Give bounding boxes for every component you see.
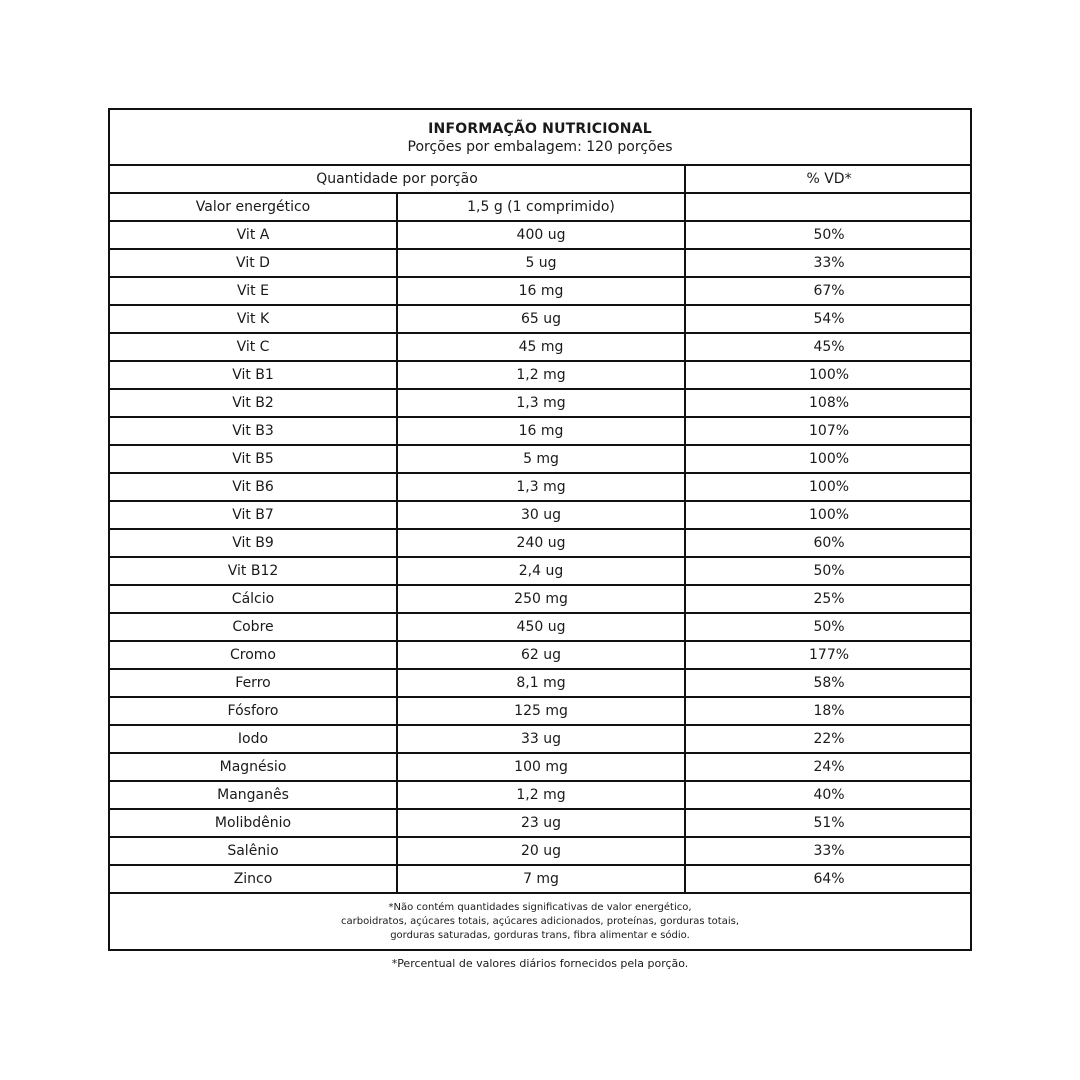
nutrient-daily-value: 107% [685,417,972,445]
nutrient-daily-value: 33% [685,249,972,277]
nutrient-amount: 5 mg [397,445,685,473]
energy-row [110,193,972,221]
nutrient-row [110,361,972,389]
nutrient-amount: 1,3 mg [397,473,685,501]
nutrient-daily-value: 177% [685,641,972,669]
nutrient-amount: 62 ug [397,641,685,669]
nutrient-daily-value: 100% [685,445,972,473]
nutrient-name: Cobre [110,613,397,641]
nutrient-daily-value: 18% [685,697,972,725]
nutrient-amount: 240 ug [397,529,685,557]
nutrient-row [110,585,972,613]
nutrition-table [110,166,972,894]
nutrient-name: Vit B9 [110,529,397,557]
nutrient-name: Vit D [110,249,397,277]
nutrient-amount: 1,2 mg [397,781,685,809]
nutrient-amount: 7 mg [397,865,685,893]
nutrient-daily-value: 58% [685,669,972,697]
nutrient-name: Cálcio [110,585,397,613]
nutrient-amount: 400 ug [397,221,685,249]
nutrient-name: Iodo [110,725,397,753]
nutrient-row [110,669,972,697]
nutrient-name: Fósforo [110,697,397,725]
nutrient-name: Cromo [110,641,397,669]
nutrient-amount: 16 mg [397,277,685,305]
nutrient-amount: 5 ug [397,249,685,277]
nutrient-amount: 125 mg [397,697,685,725]
nutrient-row [110,529,972,557]
nutrition-facts-label [108,108,972,951]
nutrient-amount: 250 mg [397,585,685,613]
nutrient-row [110,333,972,361]
nutrient-row [110,473,972,501]
footnote-line: carboidratos, açúcares totais, açúcares adicionados, proteínas, gorduras totais, [340,916,739,927]
nutrient-row [110,221,972,249]
nutrient-daily-value: 60% [685,529,972,557]
footnote-line: gorduras saturadas, gorduras trans, fibra alimentar e sódio. [390,930,690,941]
nutrient-row [110,613,972,641]
nutrient-daily-value: 45% [685,333,972,361]
energy-vd [685,193,972,221]
nutrient-amount: 16 mg [397,417,685,445]
nutrient-name: Vit C [110,333,397,361]
label-header [110,110,970,166]
nutrient-name: Vit A [110,221,397,249]
nutrient-amount: 20 ug [397,837,685,865]
footnote [110,894,970,949]
nutrient-daily-value: 67% [685,277,972,305]
nutrient-row [110,781,972,809]
nutrient-row [110,809,972,837]
nutrient-amount: 23 ug [397,809,685,837]
nutrient-amount: 33 ug [397,725,685,753]
nutrient-name: Salênio [110,837,397,865]
nutrient-daily-value: 100% [685,501,972,529]
servings-per-package: Porções por embalagem: 120 porções [407,139,673,155]
nutrient-daily-value: 50% [685,613,972,641]
nutrient-daily-value: 108% [685,389,972,417]
energy-label: Valor energético [110,193,397,221]
nutrient-name: Vit B7 [110,501,397,529]
nutrient-name: Vit E [110,277,397,305]
nutrient-name: Vit B6 [110,473,397,501]
nutrient-row [110,641,972,669]
nutrient-row [110,837,972,865]
nutrient-row [110,445,972,473]
nutrient-amount: 100 mg [397,753,685,781]
nutrient-daily-value: 50% [685,221,972,249]
daily-value-header: % VD* [685,166,972,193]
nutrient-daily-value: 25% [685,585,972,613]
table-header-row [110,166,972,193]
nutrient-name: Zinco [110,865,397,893]
nutrient-name: Vit B1 [110,361,397,389]
nutrient-row [110,417,972,445]
nutrient-amount: 1,2 mg [397,361,685,389]
nutrient-name: Magnésio [110,753,397,781]
nutrient-amount: 2,4 ug [397,557,685,585]
nutrient-row [110,557,972,585]
nutrient-row [110,249,972,277]
nutrient-name: Vit K [110,305,397,333]
daily-value-note: *Percentual de valores diários fornecidos pela porção. [391,957,689,970]
nutrient-row [110,277,972,305]
nutrient-daily-value: 64% [685,865,972,893]
nutrient-row [110,305,972,333]
nutrient-name: Vit B2 [110,389,397,417]
nutrient-name: Molibdênio [110,809,397,837]
nutrient-daily-value: 51% [685,809,972,837]
nutrient-name: Vit B5 [110,445,397,473]
quantity-per-serving-header: Quantidade por porção [110,166,685,193]
nutrient-row [110,865,972,893]
nutrient-amount: 450 ug [397,613,685,641]
footnote-line: *Não contém quantidades significativas de valor energético, [388,902,692,913]
nutrient-row [110,725,972,753]
nutrient-amount: 1,3 mg [397,389,685,417]
nutrient-daily-value: 24% [685,753,972,781]
nutrient-row [110,753,972,781]
nutrient-daily-value: 50% [685,557,972,585]
nutrient-amount: 8,1 mg [397,669,685,697]
label-title: INFORMAÇÃO NUTRICIONAL [428,121,652,137]
nutrient-daily-value: 40% [685,781,972,809]
nutrient-row [110,697,972,725]
nutrient-name: Vit B3 [110,417,397,445]
nutrient-amount: 65 ug [397,305,685,333]
nutrient-amount: 30 ug [397,501,685,529]
nutrient-daily-value: 22% [685,725,972,753]
nutrient-daily-value: 54% [685,305,972,333]
nutrient-name: Vit B12 [110,557,397,585]
nutrient-amount: 45 mg [397,333,685,361]
nutrient-row [110,389,972,417]
serving-size-value: 1,5 g (1 comprimido) [397,193,685,221]
nutrient-daily-value: 100% [685,473,972,501]
nutrient-name: Manganês [110,781,397,809]
nutrient-name: Ferro [110,669,397,697]
nutrient-row [110,501,972,529]
nutrient-daily-value: 33% [685,837,972,865]
nutrient-daily-value: 100% [685,361,972,389]
